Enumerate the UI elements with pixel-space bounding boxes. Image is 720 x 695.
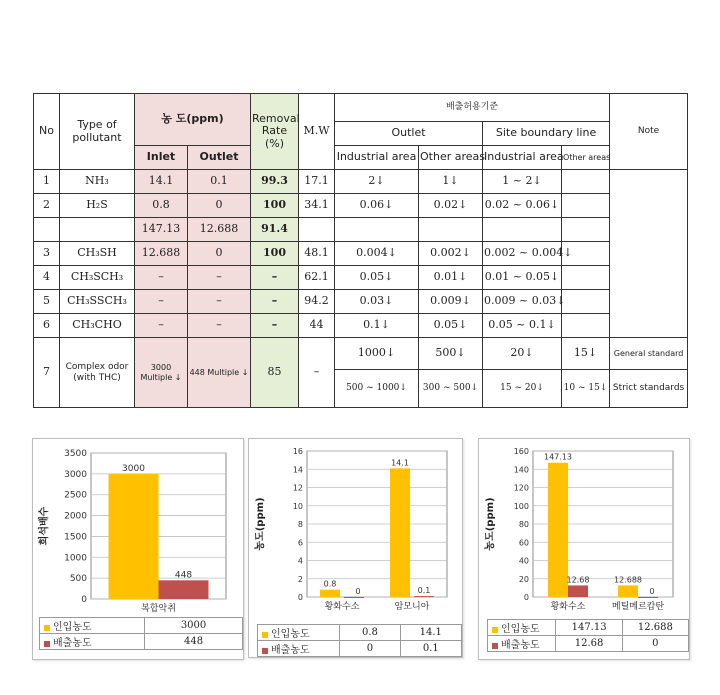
- y-tick-label: 16: [292, 447, 303, 456]
- bar-inlet: [320, 590, 340, 597]
- cell-type: [60, 218, 135, 242]
- header-concentration: 농 도(ppm): [135, 94, 251, 146]
- cell-outlet: –: [188, 290, 251, 314]
- cell-inlet: 12.688: [135, 242, 188, 266]
- y-tick-label: 160: [513, 447, 529, 456]
- row7-general-site-other: 15↓: [562, 338, 610, 370]
- cell-o-oth: 1↓: [419, 170, 483, 194]
- y-axis-label: 농도(ppm): [485, 497, 496, 551]
- cell-type: H₂S: [60, 194, 135, 218]
- header-mw: M.W: [299, 94, 335, 170]
- cell-mw: 48.1: [299, 242, 335, 266]
- cell-outlet: 0: [188, 194, 251, 218]
- legend-value: 0.1: [400, 641, 461, 657]
- header-site-industrial: Industrial area: [483, 146, 562, 170]
- cell-mw: 44: [299, 314, 335, 338]
- data-label: 0.8: [323, 579, 337, 589]
- bar-inlet: [109, 474, 159, 599]
- x-category-label: 메틸메르캅탄: [611, 602, 665, 612]
- cell-o-ind: [335, 218, 419, 242]
- pollutant-row: [34, 218, 688, 242]
- cell-outlet: 0.1: [188, 170, 251, 194]
- x-category-label: 암모니아: [394, 602, 430, 612]
- header-type: Type of pollutant: [60, 94, 135, 170]
- data-label: 0.1: [417, 586, 431, 596]
- cell-s-oth: [562, 314, 610, 338]
- cell-type: CH₃SH: [60, 242, 135, 266]
- cell-inlet: –: [135, 266, 188, 290]
- legend-data-table: [257, 624, 462, 657]
- pollutant-row: [34, 170, 688, 194]
- y-tick-label: 12: [292, 483, 303, 493]
- cell-rate: 100: [251, 242, 299, 266]
- legend-series-label: 인입농도: [501, 624, 540, 635]
- y-tick-label: 500: [69, 574, 87, 585]
- row7-general-site-industrial: 20↓: [483, 338, 562, 370]
- legend-row: [258, 641, 462, 657]
- legend-value: 448: [145, 634, 243, 650]
- y-tick-label: 4: [297, 556, 303, 566]
- cell-o-oth: 0.05↓: [419, 314, 483, 338]
- legend-swatch-icon: [492, 627, 498, 633]
- bar-inlet: [390, 468, 410, 597]
- legend-swatch-icon: [262, 632, 268, 638]
- legend-series-name: [40, 618, 145, 634]
- cell-rate: 100: [251, 194, 299, 218]
- cell-s-oth: [562, 290, 610, 314]
- cell-rate: 99.3: [251, 170, 299, 194]
- row7-strict-site-industrial: 15 ~ 20↓: [483, 370, 562, 408]
- cell-no: 6: [34, 314, 60, 338]
- legend-series-label: 배출농도: [53, 638, 92, 649]
- cell-no: 1: [34, 170, 60, 194]
- legend-value: 3000: [145, 618, 243, 634]
- cell-type: CH₃CHO: [60, 314, 135, 338]
- data-label: 147.13: [544, 452, 572, 462]
- header-removal-rate: Removal Rate (%): [251, 94, 299, 170]
- legend-series-name: [40, 634, 145, 650]
- cell-o-oth: 0.01↓: [419, 266, 483, 290]
- x-category-label: 황화수소: [324, 602, 360, 612]
- row7-strict-note: Strict standards: [610, 370, 688, 408]
- row7-rate: 85: [251, 338, 299, 408]
- cell-rate: –: [251, 314, 299, 338]
- y-axis-label: 희석배수: [39, 506, 50, 546]
- x-category-label: 복합악취: [141, 604, 176, 614]
- cell-no: 2: [34, 194, 60, 218]
- cell-s-ind: 0.01 ~ 0.05↓: [483, 266, 562, 290]
- bar-inlet: [618, 585, 638, 597]
- cell-type: CH₃SCH₃: [60, 266, 135, 290]
- y-tick-label: 6: [297, 538, 303, 548]
- header-note: Note: [610, 94, 688, 170]
- cell-outlet: –: [188, 314, 251, 338]
- legend-value: 0: [340, 641, 400, 657]
- legend-series-label: 인입농도: [271, 629, 310, 640]
- cell-outlet: 12.688: [188, 218, 251, 242]
- data-label: 0: [355, 587, 361, 596]
- row7-no: 7: [34, 338, 60, 408]
- legend-data-table: [39, 617, 243, 650]
- cell-o-oth: 0.009↓: [419, 290, 483, 314]
- y-tick-label: 0: [523, 593, 529, 602]
- bar-outlet: [344, 597, 364, 598]
- cell-mw: 62.1: [299, 266, 335, 290]
- chart-panel-h2s-nh3: [248, 438, 463, 658]
- legend-row: [40, 634, 243, 650]
- data-label: 448: [174, 570, 193, 581]
- header-outlet-other: Other areas: [419, 146, 483, 170]
- cell-o-ind: 0.03↓: [335, 290, 419, 314]
- cell-rate: –: [251, 266, 299, 290]
- cell-mw: 94.2: [299, 290, 335, 314]
- cell-type: CH₃SSCH₃: [60, 290, 135, 314]
- data-label: 12.688: [614, 575, 642, 585]
- y-tick-label: 14: [292, 465, 303, 475]
- legend-series-name: [258, 625, 340, 641]
- cell-mw: 34.1: [299, 194, 335, 218]
- cell-no: 4: [34, 266, 60, 290]
- y-tick-label: 80: [518, 520, 529, 529]
- cell-o-ind: 0.06↓: [335, 194, 419, 218]
- header-outlet: Outlet: [188, 146, 251, 170]
- cell-type: NH₃: [60, 170, 135, 194]
- bar-outlet: [159, 580, 209, 599]
- y-tick-label: 60: [518, 538, 529, 548]
- data-label: 0: [649, 587, 655, 596]
- row7-general-outlet-industrial: 1000↓: [335, 338, 419, 370]
- legend-series-name: [488, 636, 556, 652]
- x-category-label: 황화수소: [550, 602, 586, 612]
- cell-s-oth: [562, 266, 610, 290]
- cell-outlet: 0: [188, 242, 251, 266]
- legend-value: 0.8: [340, 625, 400, 641]
- row7-inlet: 3000 Multiple ↓: [135, 338, 188, 408]
- cell-o-oth: 0.02↓: [419, 194, 483, 218]
- data-label: 12.68: [566, 575, 590, 585]
- legend-row: [258, 625, 462, 641]
- legend-series-label: 인입농도: [53, 622, 92, 633]
- legend-row: [488, 636, 689, 652]
- legend-series-label: 배출농도: [271, 645, 310, 656]
- legend-swatch-icon: [492, 643, 498, 649]
- cell-inlet: 0.8: [135, 194, 188, 218]
- y-tick-label: 3000: [64, 469, 87, 480]
- cell-inlet: 14.1: [135, 170, 188, 194]
- data-label: 14.1: [391, 458, 409, 468]
- row7-strict-outlet-industrial: 500 ~ 1000↓: [335, 370, 419, 408]
- note-cell: [610, 170, 688, 338]
- y-tick-label: 10: [292, 501, 303, 511]
- cell-o-oth: 0.002↓: [419, 242, 483, 266]
- legend-row: [488, 620, 689, 636]
- legend-value: 0: [622, 636, 688, 652]
- header-outlet-industrial: Industrial area: [335, 146, 419, 170]
- y-tick-label: 1000: [64, 553, 87, 564]
- y-tick-label: 1500: [64, 532, 87, 543]
- legend-data-table: [487, 619, 689, 652]
- bar-outlet: [568, 585, 588, 597]
- bar-outlet: [414, 596, 434, 597]
- cell-rate: 91.4: [251, 218, 299, 242]
- cell-mw: [299, 218, 335, 242]
- chart-panel-h2s-mercaptan: [478, 438, 690, 660]
- header-site-boundary: Site boundary line: [483, 122, 610, 146]
- cell-s-ind: [483, 218, 562, 242]
- pollutant-row: [34, 194, 688, 218]
- cell-no: 3: [34, 242, 60, 266]
- bar-outlet: [638, 597, 658, 598]
- y-tick-label: 2000: [64, 511, 87, 522]
- cell-o-ind: 0.004↓: [335, 242, 419, 266]
- pollutant-table: [33, 93, 688, 408]
- cell-rate: –: [251, 290, 299, 314]
- cell-s-ind: 0.05 ~ 0.1↓: [483, 314, 562, 338]
- y-tick-label: 20: [518, 574, 529, 584]
- legend-value: 147.13: [556, 620, 622, 636]
- cell-mw: 17.1: [299, 170, 335, 194]
- cell-inlet: –: [135, 314, 188, 338]
- y-tick-label: 100: [513, 501, 529, 511]
- legend-series-name: [488, 620, 556, 636]
- header-emission-standard: 배출허용기준: [335, 94, 610, 122]
- y-tick-label: 3500: [64, 449, 87, 459]
- row7-mw: –: [299, 338, 335, 408]
- row7-outlet: 448 Multiple ↓: [188, 338, 251, 408]
- header-site-other: Other areas: [562, 146, 610, 170]
- row7-general-note: General standard: [610, 338, 688, 370]
- cell-s-ind: 0.02 ~ 0.06↓: [483, 194, 562, 218]
- legend-series-name: [258, 641, 340, 657]
- legend-value: 12.688: [622, 620, 688, 636]
- y-tick-label: 0: [297, 593, 303, 602]
- legend-row: [40, 618, 243, 634]
- legend-value: 14.1: [400, 625, 461, 641]
- row7-strict-site-other: 10 ~ 15↓: [562, 370, 610, 408]
- cell-s-oth: [562, 194, 610, 218]
- row7-type: Complex odor (with THC): [60, 338, 135, 408]
- cell-o-ind: 0.1↓: [335, 314, 419, 338]
- cell-s-ind: 0.002 ~ 0.004↓: [483, 242, 562, 266]
- cell-s-oth: [562, 218, 610, 242]
- cell-o-ind: 2↓: [335, 170, 419, 194]
- cell-inlet: 147.13: [135, 218, 188, 242]
- cell-s-ind: 0.009 ~ 0.03↓: [483, 290, 562, 314]
- cell-outlet: –: [188, 266, 251, 290]
- y-tick-label: 2: [297, 574, 303, 584]
- cell-s-ind: 1 ~ 2↓: [483, 170, 562, 194]
- header-inlet: Inlet: [135, 146, 188, 170]
- pollutant-row: [34, 242, 688, 266]
- y-axis-label: 농도(ppm): [255, 497, 266, 551]
- pollutant-row: [34, 314, 688, 338]
- cell-inlet: –: [135, 290, 188, 314]
- chart-panel-complex-odor: [32, 438, 244, 660]
- y-tick-label: 8: [297, 520, 303, 529]
- bar-inlet: [548, 463, 568, 597]
- pollutant-row: [34, 290, 688, 314]
- header-outlet-group: Outlet: [335, 122, 483, 146]
- pollutant-row: [34, 266, 688, 290]
- legend-swatch-icon: [44, 625, 50, 631]
- cell-no: 5: [34, 290, 60, 314]
- legend-value: 12.68: [556, 636, 622, 652]
- y-tick-label: 140: [513, 465, 529, 475]
- header-no: No: [34, 94, 60, 170]
- y-tick-label: 0: [81, 595, 87, 605]
- legend-swatch-icon: [262, 648, 268, 654]
- y-tick-label: 120: [513, 483, 529, 493]
- cell-s-oth: [562, 170, 610, 194]
- y-tick-label: 40: [518, 556, 529, 566]
- row7-general-outlet-other: 500↓: [419, 338, 483, 370]
- data-label: 3000: [122, 463, 145, 474]
- row7-strict-outlet-other: 300 ~ 500↓: [419, 370, 483, 408]
- cell-no: [34, 218, 60, 242]
- cell-o-ind: 0.05↓: [335, 266, 419, 290]
- legend-series-label: 배출농도: [501, 640, 540, 651]
- y-tick-label: 2500: [64, 490, 87, 501]
- legend-swatch-icon: [44, 641, 50, 647]
- cell-o-oth: [419, 218, 483, 242]
